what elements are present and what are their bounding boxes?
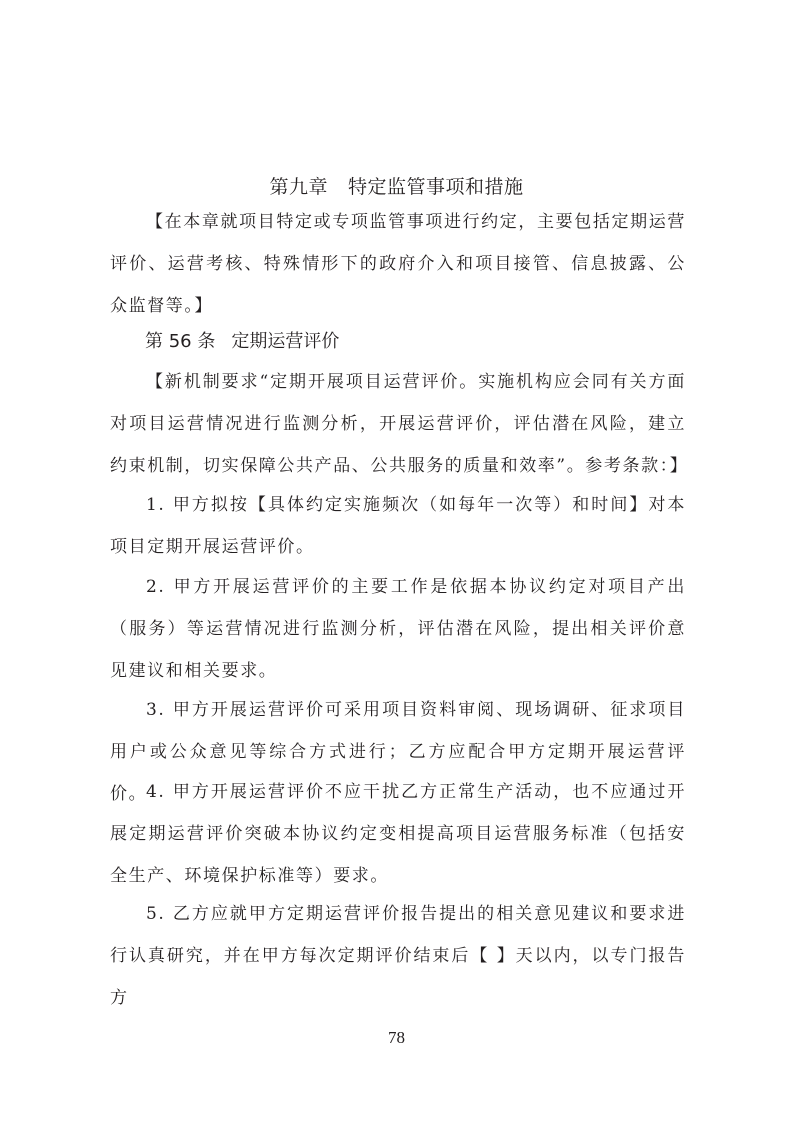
clause-5: 5. 乙方应就甲方定期运营评价报告提出的相关意见建议和要求进行认真研究，并在甲方每次定期评价结束后【 】天以内，以专门报告方 — [110, 904, 686, 1008]
chapter-number: 第九章 — [269, 176, 328, 198]
article-note: 【新机制要求“定期开展项目运营评价。实施机构应会同有关方面对项目运营情况进行监测分析，开展运营评价，评估潜在风险，建立约束机制，切实保障公共产品、公共服务的质量和效率”。参考条款：】 — [110, 372, 689, 476]
clause-3: 3. 甲方开展运营评价可采用项目资料审阅、现场调研、征求项目用户或公众意见等综合方式进行；乙方应配合甲方定期开展运营评价。 — [110, 700, 686, 804]
chapter-intro: 【在本章就项目特定或专项监管事项进行约定，主要包括定期运营评价、运营考核、特殊情形下的政府介入和项目接管、信息披露、公众监督等。】 — [110, 212, 686, 316]
article-heading — [145, 327, 339, 353]
chapter-heading — [0, 172, 793, 199]
article-title: 定期运营评价 — [231, 331, 340, 352]
article-number: 第 56 条 — [145, 331, 216, 352]
page-number: 78 — [388, 1028, 405, 1047]
clause-1: 1. 甲方拟按【具体约定实施频次（如每年一次等）和时间】对本项目定期开展运营评价。 — [110, 495, 686, 557]
chapter-title: 特定监管事项和措施 — [348, 176, 524, 198]
clause-4: 4. 甲方开展运营评价不应干扰乙方正常生产活动，也不应通过开展定期运营评价突破本协议约定变相提高项目运营服务标准（包括安全生产、环境保护标准等）要求。 — [110, 782, 686, 886]
clause-2: 2. 甲方开展运营评价的主要工作是依据本协议约定对项目产出（服务）等运营情况进行监测分析，评估潜在风险，提出相关评价意见建议和相关要求。 — [110, 577, 686, 681]
